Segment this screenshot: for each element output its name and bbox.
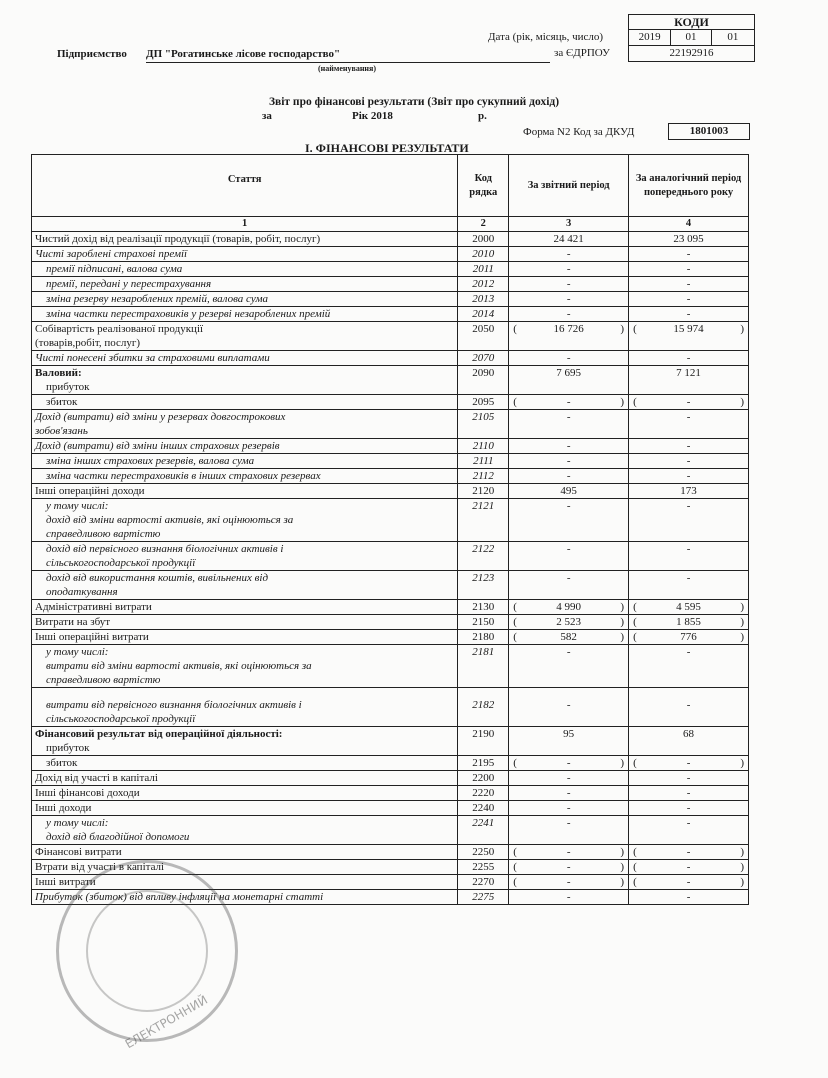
row-code: 2013 [458,292,509,307]
table-row [32,469,749,484]
row-label: Прибуток (збиток) від впливу інфляції на монетарні статті [32,890,458,905]
row-previous: ( 15 974 ) [629,322,749,351]
col-num-2: 2 [458,217,509,232]
table-row [32,277,749,292]
row-code: 2010 [458,247,509,262]
col-num-3: 3 [509,217,629,232]
row-label: зміна частки перестраховиків в інших страхових резервах [32,469,458,484]
row-previous: - [629,571,749,600]
row-label: Чисті понесені збитки за страховими виплатами [32,351,458,366]
row-previous: - [629,410,749,439]
row-code: 2122 [458,542,509,571]
date-month: 01 [671,30,711,45]
row-label-line2: сільськогосподарської продукції [46,713,196,725]
row-code: 2150 [458,615,509,630]
row-label: зміна частки перестраховиків у резерві незароблених премій [32,307,458,322]
row-label: Інші фінансові доходи [32,786,458,801]
row-previous: - [629,542,749,571]
section-title: І. ФІНАНСОВІ РЕЗУЛЬТАТИ [305,141,469,155]
table-row [32,232,749,247]
form-label: Форма N2 Код за ДКУД [523,126,635,138]
row-previous: - [629,771,749,786]
row-label-line2: зобов'язань [35,425,88,437]
row-label: Інші операційні доходи [32,484,458,499]
row-label: премії підписані, валова сума [32,262,458,277]
row-current: - [509,542,629,571]
enterprise-name: ДП "Рогатинське лісове господарство" [146,48,341,60]
row-current: - [509,786,629,801]
row-previous: - [629,499,749,542]
row-label-line2: сільськогосподарської продукції [46,557,196,569]
row-current: ( - ) [509,860,629,875]
row-code: 2200 [458,771,509,786]
row-current: ( - ) [509,845,629,860]
report-title: Звіт про фінансові результати (Звіт про сукупний дохід) [268,96,560,108]
row-code: 2000 [458,232,509,247]
financial-results-table [31,154,749,905]
table-row [32,307,749,322]
row-label-line1: Фінансовий результат від операційної діяльності: [35,728,283,740]
row-current: 7 695 [509,366,629,395]
row-current: - [509,890,629,905]
row-current: - [509,247,629,262]
row-previous: ( 4 595 ) [629,600,749,615]
row-previous: ( 776 ) [629,630,749,645]
row-code: 2120 [458,484,509,499]
row-current: 495 [509,484,629,499]
row-code: 2195 [458,756,509,771]
row-label-line2: (товарів,робіт, послуг) [35,337,141,349]
row-previous: 23 095 [629,232,749,247]
row-current: - [509,645,629,688]
row-code: 2110 [458,439,509,454]
row-previous: - [629,351,749,366]
table-row [32,351,749,366]
row-current: - [509,410,629,439]
row-current: - [509,469,629,484]
table-row [32,366,749,395]
row-current: - [509,292,629,307]
table-row [32,756,749,771]
date-codes-row [629,30,754,46]
row-label-line1: дохід від використання коштів, вивільнених від [46,572,269,584]
row-code: 2123 [458,571,509,600]
row-code: 2050 [458,322,509,351]
row-code: 2130 [458,600,509,615]
date-label: Дата (рік, місяць, число) [488,31,604,43]
row-code: 2255 [458,860,509,875]
row-code: 2090 [458,366,509,395]
enterprise-underline [146,62,550,63]
row-previous: ( - ) [629,845,749,860]
row-label [32,816,458,845]
row-label [32,542,458,571]
table-header-row [32,155,749,217]
row-current: ( 16 726 ) [509,322,629,351]
stamp-text: ЕЛЕКТРОННИЙ [122,992,211,1052]
table-row [32,322,749,351]
row-label-line1: Валовий: [35,367,82,379]
row-label-line2: прибуток [46,381,90,393]
row-label: Дохід від участі в капіталі [32,771,458,786]
table-row [32,247,749,262]
row-label [32,410,458,439]
row-label [32,571,458,600]
row-previous: - [629,786,749,801]
row-current: - [509,499,629,542]
row-code: 2250 [458,845,509,860]
row-label: збиток [32,395,458,410]
row-code: 2095 [458,395,509,410]
row-code: 2270 [458,875,509,890]
row-current: - [509,351,629,366]
row-previous: ( 1 855 ) [629,615,749,630]
row-label-line2: витрати від зміни вартості активів, які оцінюються за [46,660,312,672]
row-label: Інші витрати [32,875,458,890]
table-row [32,454,749,469]
row-label: зміна резерву незароблених премій, валова сума [32,292,458,307]
row-previous: 173 [629,484,749,499]
row-label: Інші операційні витрати [32,630,458,645]
row-code: 2190 [458,727,509,756]
edrpou-codes-row [629,46,754,61]
row-label: Дохід (витрати) від зміни інших страхових резервів [32,439,458,454]
table-row [32,410,749,439]
row-current: ( - ) [509,756,629,771]
row-code: 2182 [458,688,509,727]
codes-box [628,14,755,62]
table-row [32,688,749,727]
table-row [32,845,749,860]
row-previous: - [629,645,749,688]
row-current: - [509,262,629,277]
row-code: 2112 [458,469,509,484]
row-label: Чистий дохід від реалізації продукції (товарів, робіт, послуг) [32,232,458,247]
row-current: ( 2 523 ) [509,615,629,630]
row-label [32,366,458,395]
row-label [32,727,458,756]
row-label-line1: у тому числі: [46,646,109,658]
row-previous: 7 121 [629,366,749,395]
table-row [32,816,749,845]
row-current: - [509,688,629,727]
row-previous: ( - ) [629,756,749,771]
row-label-line1: у тому числі: [46,817,109,829]
row-current: - [509,307,629,322]
col-num-1: 1 [32,217,458,232]
table-row [32,262,749,277]
date-year: 2019 [629,30,671,45]
row-code: 2111 [458,454,509,469]
row-previous: - [629,292,749,307]
row-code: 2275 [458,890,509,905]
table-row [32,439,749,454]
row-code: 2012 [458,277,509,292]
col-article: Стаття [32,155,458,217]
row-previous: - [629,262,749,277]
col-num-4: 4 [629,217,749,232]
row-previous: ( - ) [629,875,749,890]
enterprise-label: Підприємство [57,48,127,60]
row-label-line1: Дохід (витрати) від зміни у резервах довгострокових [35,411,286,423]
row-label-line2: дохід від зміни вартості активів, які оцінюються за [46,514,294,526]
enterprise-caption: (найменування) [318,64,377,73]
edrpou-label: за ЄДРПОУ [554,47,610,59]
row-previous: 68 [629,727,749,756]
row-current: - [509,454,629,469]
row-label: Чисті зароблені страхові премії [32,247,458,262]
row-label-line1: у тому числі: [46,500,109,512]
table-row [32,542,749,571]
electronic-stamp-inner-ring [86,890,208,1012]
row-label-line1: Собівартість реалізованої продукції [35,323,204,335]
row-label: Інші доходи [32,801,458,816]
period-suffix: р. [478,110,487,122]
row-current: ( 582 ) [509,630,629,645]
row-previous: - [629,247,749,262]
row-code: 2220 [458,786,509,801]
table-row [32,395,749,410]
row-current: ( - ) [509,395,629,410]
row-current: - [509,439,629,454]
table-row [32,484,749,499]
row-previous: - [629,816,749,845]
row-label-line2: оподаткування [46,586,118,598]
row-label-line1: дохід від первісного визнання біологічних активів і [46,543,284,555]
row-code: 2105 [458,410,509,439]
row-code: 2121 [458,499,509,542]
row-previous: ( - ) [629,860,749,875]
row-current: - [509,771,629,786]
table-row [32,727,749,756]
row-label: премії, передані у перестрахування [32,277,458,292]
row-label: Втрати від участі в капіталі [32,860,458,875]
col-current: За звітний період [509,155,629,217]
row-current: ( - ) [509,875,629,890]
row-current: - [509,801,629,816]
row-label-line3: справедливою вартістю [46,674,161,686]
period-prefix: за [262,110,272,122]
row-code: 2011 [458,262,509,277]
row-label: Адміністративні витрати [32,600,458,615]
table-row [32,292,749,307]
row-label: Витрати на збут [32,615,458,630]
row-previous: ( - ) [629,395,749,410]
row-previous: - [629,890,749,905]
row-label-line1: витрати від первісного визнання біологічних активів і [46,699,302,711]
row-code: 2014 [458,307,509,322]
row-current: - [509,571,629,600]
row-label: Фінансові витрати [32,845,458,860]
row-code: 2070 [458,351,509,366]
row-previous: - [629,688,749,727]
row-code: 2240 [458,801,509,816]
period-value: Рік 2018 [352,110,393,122]
row-current: ( 4 990 ) [509,600,629,615]
row-label-line3: справедливою вартістю [46,528,161,540]
row-previous: - [629,439,749,454]
table-row [32,499,749,542]
col-previous: За аналогічний період попереднього року [629,155,749,217]
table-row [32,801,749,816]
codes-title: КОДИ [629,15,754,30]
row-label [32,645,458,688]
row-previous: - [629,801,749,816]
row-previous: - [629,307,749,322]
row-code: 2181 [458,645,509,688]
row-code: 2180 [458,630,509,645]
table-row [32,771,749,786]
edrpou-value: 22192916 [669,47,714,59]
row-current: 24 421 [509,232,629,247]
row-label [32,499,458,542]
table-number-row [32,217,749,232]
row-current: - [509,277,629,292]
row-label-line2: прибуток [46,742,90,754]
table-row [32,615,749,630]
row-previous: - [629,277,749,292]
date-day: 01 [727,31,739,43]
row-label: зміна інших страхових резервів, валова сума [32,454,458,469]
row-previous: - [629,469,749,484]
row-current: 95 [509,727,629,756]
row-label: збиток [32,756,458,771]
row-code: 2241 [458,816,509,845]
table-row [32,600,749,615]
row-label [32,322,458,351]
table-row [32,786,749,801]
table-row [32,630,749,645]
col-code: Код рядка [458,155,509,217]
row-current: - [509,816,629,845]
table-row [32,645,749,688]
table-row [32,571,749,600]
row-label [32,688,458,727]
row-previous: - [629,454,749,469]
form-code: 1801003 [668,123,750,140]
row-label-line2: дохід від благодійної допомоги [46,831,190,843]
